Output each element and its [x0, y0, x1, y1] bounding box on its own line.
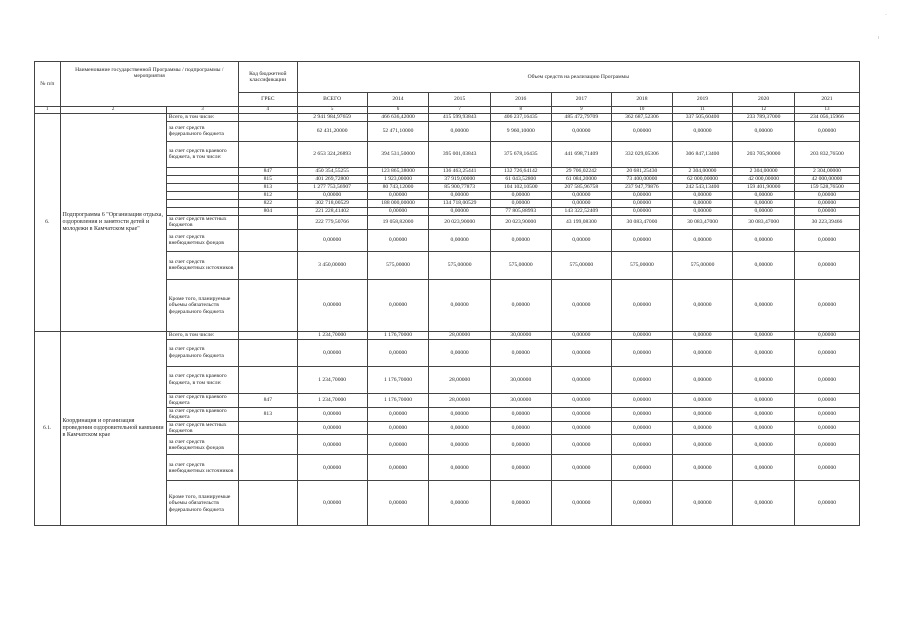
column-number: 11	[672, 107, 733, 114]
row-label: за счет средств внебюджетных источников	[166, 251, 238, 279]
value-cell: 0,00000	[733, 455, 795, 481]
value-cell: 0,00000	[612, 455, 673, 481]
value-cell: 406 237,16435	[490, 114, 551, 121]
grbs-code	[239, 455, 297, 481]
value-cell: 221 228,41402	[297, 207, 367, 215]
header-year: 2015	[429, 93, 491, 107]
value-cell: 0,00000	[297, 455, 367, 481]
grbs-code	[239, 481, 297, 526]
value-cell: 0,00000	[367, 455, 429, 481]
value-cell: 0,00000	[429, 481, 491, 526]
value-cell: 30,00000	[490, 393, 551, 407]
value-cell: 234 056,15966	[794, 114, 859, 121]
value-cell: 0,00000	[297, 481, 367, 526]
value-cell: 575,00000	[551, 251, 612, 279]
value-cell: 2 304,00000	[672, 167, 733, 175]
grbs-code	[239, 121, 297, 141]
value-cell: 2 653 324,26893	[297, 141, 367, 167]
column-number: 5	[297, 107, 367, 114]
value-cell: 73 400,00000	[612, 175, 673, 183]
header-volume: Объем средств на реализацию Программы	[297, 62, 859, 93]
column-number: 3	[166, 107, 238, 114]
value-cell: 0,00000	[367, 229, 429, 251]
value-cell: 0,00000	[672, 279, 733, 331]
value-cell: 0,00000	[429, 435, 491, 455]
row-label	[166, 207, 238, 215]
value-cell: 0,00000	[490, 199, 551, 207]
value-cell: 0,00000	[367, 421, 429, 435]
section-title: Подпрограмма 6 "Организация отдыха, оздоровления и занятости детей и молодежи в Камчатском крае"	[60, 114, 166, 331]
value-cell: 0,00000	[612, 407, 673, 421]
value-cell: 0,00000	[794, 435, 859, 455]
value-cell: 3 450,00000	[297, 251, 367, 279]
header-year: 2019	[672, 93, 733, 107]
value-cell: 0,00000	[794, 481, 859, 526]
value-cell: 0,00000	[490, 421, 551, 435]
value-cell: 222 779,50766	[297, 215, 367, 229]
value-cell: 62 000,00000	[672, 175, 733, 183]
value-cell: 29 706,02242	[551, 167, 612, 175]
grbs-code: 815	[239, 175, 297, 183]
row-label: за счет средств краевого бюджета, в том числе:	[166, 366, 238, 393]
value-cell: 188 000,00000	[367, 199, 429, 207]
value-cell: 136 463,25441	[429, 167, 491, 175]
header-num: № п/п	[35, 62, 61, 107]
value-cell: 28,00000	[429, 331, 491, 339]
value-cell: 0,00000	[612, 331, 673, 339]
value-cell: 30,00000	[490, 331, 551, 339]
value-cell: 0,00000	[733, 121, 795, 141]
value-cell: 0,00000	[794, 339, 859, 366]
value-cell: 159 528,76500	[794, 183, 859, 191]
row-label	[166, 191, 238, 199]
value-cell: 0,00000	[672, 366, 733, 393]
row-label: за счет средств краевого бюджета, в том числе:	[166, 141, 238, 167]
value-cell: 0,00000	[551, 481, 612, 526]
value-cell: 43 199,08300	[551, 215, 612, 229]
value-cell: 0,00000	[733, 366, 795, 393]
grbs-code	[239, 339, 297, 366]
value-cell: 450 354,55255	[297, 167, 367, 175]
grbs-code: 822	[239, 199, 297, 207]
grbs-code	[239, 435, 297, 455]
value-cell: 0,00000	[612, 393, 673, 407]
value-cell: 0,00000	[297, 229, 367, 251]
value-cell: 0,00000	[794, 331, 859, 339]
value-cell: 1 176,70000	[367, 393, 429, 407]
value-cell: 1 234,70000	[297, 393, 367, 407]
value-cell: 575,00000	[612, 251, 673, 279]
value-cell: 0,00000	[672, 435, 733, 455]
grbs-code	[239, 279, 297, 331]
value-cell: 0,00000	[551, 366, 612, 393]
value-cell: 0,00000	[612, 339, 673, 366]
value-cell: 2 941 984,97659	[297, 114, 367, 121]
value-cell: 0,00000	[612, 366, 673, 393]
value-cell: 0,00000	[672, 121, 733, 141]
row-label: за счет средств местных бюджетов	[166, 421, 238, 435]
value-cell: 28,00000	[429, 366, 491, 393]
table-row	[35, 114, 860, 121]
value-cell: 0,00000	[490, 407, 551, 421]
value-cell: 575,00000	[672, 251, 733, 279]
value-cell: 575,00000	[367, 251, 429, 279]
value-cell: 1 234,70000	[297, 366, 367, 393]
value-cell: 0,00000	[733, 331, 795, 339]
value-cell: 0,00000	[733, 421, 795, 435]
value-cell: 0,00000	[794, 366, 859, 393]
value-cell: 28,00000	[429, 393, 491, 407]
value-cell: 306 847,13400	[672, 141, 733, 167]
row-label: за счет средств федерального бюджета	[166, 339, 238, 366]
value-cell: 62 431,20000	[297, 121, 367, 141]
section-number: 6.	[35, 114, 61, 331]
value-cell: 0,00000	[672, 229, 733, 251]
value-cell: 0,00000	[733, 229, 795, 251]
value-cell: 0,00000	[367, 279, 429, 331]
value-cell: 61 043,52800	[490, 175, 551, 183]
value-cell: 375 678,16435	[490, 141, 551, 167]
value-cell: 0,00000	[733, 279, 795, 331]
value-cell: 0,00000	[794, 421, 859, 435]
grbs-code	[239, 421, 297, 435]
budget-table	[34, 61, 860, 526]
value-cell: 0,00000	[429, 229, 491, 251]
grbs-code	[239, 114, 297, 121]
value-cell: 30 223,39466	[794, 215, 859, 229]
value-cell: 0,00000	[794, 121, 859, 141]
value-cell: 0,00000	[367, 435, 429, 455]
value-cell: 0,00000	[612, 435, 673, 455]
value-cell: 0,00000	[297, 279, 367, 331]
value-cell: 0,00000	[672, 455, 733, 481]
column-number: 9	[551, 107, 612, 114]
value-cell: 0,00000	[612, 481, 673, 526]
value-cell: 0,00000	[672, 407, 733, 421]
value-cell: 0,00000	[794, 393, 859, 407]
value-cell: 1 176,70000	[367, 331, 429, 339]
value-cell: 30 083,47000	[672, 215, 733, 229]
value-cell: 203 705,90000	[733, 141, 795, 167]
grbs-code: 847	[239, 167, 297, 175]
value-cell: 0,00000	[672, 421, 733, 435]
row-label: за счет средств внебюджетных фондов	[166, 435, 238, 455]
grbs-code: 813	[239, 407, 297, 421]
value-cell: 575,00000	[490, 251, 551, 279]
value-cell: 19 058,82000	[367, 215, 429, 229]
value-cell: 0,00000	[429, 455, 491, 481]
value-cell: 61 084,20000	[551, 175, 612, 183]
value-cell: 0,00000	[794, 191, 859, 199]
column-number: 6	[367, 107, 429, 114]
row-label	[166, 167, 238, 175]
value-cell: 0,00000	[733, 435, 795, 455]
scan-mark: ı	[878, 35, 880, 41]
value-cell: 159 401,90000	[733, 183, 795, 191]
value-cell: 0,00000	[612, 191, 673, 199]
value-cell: 233 789,37000	[733, 114, 795, 121]
value-cell: 0,00000	[672, 199, 733, 207]
value-cell: 0,00000	[297, 435, 367, 455]
header-name: Наименование государственной Программы / подпрограммы / мероприятия	[60, 62, 239, 107]
row-label: Всего, в том числе:	[166, 114, 238, 121]
grbs-code: 847	[239, 393, 297, 407]
value-cell: 203 832,76500	[794, 141, 859, 167]
value-cell: 0,00000	[733, 407, 795, 421]
header-year: 2014	[367, 93, 429, 107]
value-cell: 0,00000	[612, 199, 673, 207]
value-cell: 0,00000	[367, 407, 429, 421]
value-cell: 0,00000	[551, 435, 612, 455]
value-cell: 1 176,70000	[367, 366, 429, 393]
value-cell: 0,00000	[297, 339, 367, 366]
value-cell: 0,00000	[733, 207, 795, 215]
grbs-code: 813	[239, 183, 297, 191]
value-cell: 30,00000	[490, 366, 551, 393]
grbs-code: 812	[239, 191, 297, 199]
value-cell: 0,00000	[429, 279, 491, 331]
value-cell: 0,00000	[551, 339, 612, 366]
value-cell: 143 322,52409	[551, 207, 612, 215]
value-cell: 0,00000	[490, 455, 551, 481]
column-number: 8	[490, 107, 551, 114]
value-cell: 0,00000	[490, 191, 551, 199]
value-cell: 2 304,00000	[733, 167, 795, 175]
value-cell: 0,00000	[551, 407, 612, 421]
value-cell: 0,00000	[551, 455, 612, 481]
value-cell: 0,00000	[794, 455, 859, 481]
value-cell: 42 000,00000	[794, 175, 859, 183]
value-cell: 441 698,71409	[551, 141, 612, 167]
value-cell: 2 304,00000	[794, 167, 859, 175]
value-cell: 0,00000	[367, 481, 429, 526]
value-cell: 9 960,10000	[490, 121, 551, 141]
value-cell: 0,00000	[367, 339, 429, 366]
row-label	[166, 183, 238, 191]
value-cell: 0,00000	[429, 421, 491, 435]
value-cell: 0,00000	[612, 207, 673, 215]
column-number: 4	[239, 107, 297, 114]
row-label: Всего, в том числе:	[166, 331, 238, 339]
grbs-code	[239, 366, 297, 393]
table-row	[35, 331, 860, 339]
value-cell: 0,00000	[672, 481, 733, 526]
value-cell: 575,00000	[429, 251, 491, 279]
header-year: 2017	[551, 93, 612, 107]
value-cell: 20 681,25430	[612, 167, 673, 175]
value-cell: 0,00000	[733, 339, 795, 366]
value-cell: 0,00000	[612, 421, 673, 435]
value-cell: 242 543,13400	[672, 183, 733, 191]
header-grbs: ГРБС	[239, 93, 297, 107]
value-cell: 0,00000	[429, 191, 491, 199]
value-cell: 332 029,05306	[612, 141, 673, 167]
value-cell: 0,00000	[297, 407, 367, 421]
value-cell: 0,00000	[429, 407, 491, 421]
value-cell: 0,00000	[367, 191, 429, 199]
value-cell: 0,00000	[297, 421, 367, 435]
value-cell: 466 636,42000	[367, 114, 429, 121]
column-number: 13	[794, 107, 859, 114]
value-cell: 0,00000	[551, 199, 612, 207]
column-number: 10	[612, 107, 673, 114]
value-cell: 30 083,47000	[612, 215, 673, 229]
value-cell: 207 585,96758	[551, 183, 612, 191]
header-year: 2020	[733, 93, 795, 107]
grbs-code	[239, 229, 297, 251]
value-cell: 77 805,88993	[490, 207, 551, 215]
value-cell: 394 531,50000	[367, 141, 429, 167]
value-cell: 337 505,60400	[672, 114, 733, 121]
value-cell: 485 472,79709	[551, 114, 612, 121]
scan-mark: ·	[885, 12, 887, 18]
value-cell: 0,00000	[672, 331, 733, 339]
value-cell: 0,00000	[794, 251, 859, 279]
value-cell: 37 919,00000	[429, 175, 491, 183]
header-total: ВСЕГО	[297, 93, 367, 107]
value-cell: 0,00000	[612, 279, 673, 331]
value-cell: 123 865,38000	[367, 167, 429, 175]
column-number: 7	[429, 107, 491, 114]
value-cell: 0,00000	[733, 251, 795, 279]
grbs-code	[239, 215, 297, 229]
row-label: за счет средств краевого бюджета	[166, 393, 238, 407]
value-cell: 0,00000	[367, 207, 429, 215]
value-cell: 0,00000	[794, 279, 859, 331]
value-cell: 0,00000	[551, 393, 612, 407]
value-cell: 52 471,10000	[367, 121, 429, 141]
value-cell: 395 001,03843	[429, 141, 491, 167]
value-cell: 237 947,79876	[612, 183, 673, 191]
value-cell: 1 234,70000	[297, 331, 367, 339]
value-cell: 0,00000	[429, 339, 491, 366]
value-cell: 85 900,77873	[429, 183, 491, 191]
value-cell: 0,00000	[733, 393, 795, 407]
value-cell: 104 102,10500	[490, 183, 551, 191]
value-cell: 42 000,00000	[733, 175, 795, 183]
value-cell: 415 599,93843	[429, 114, 491, 121]
grbs-code	[239, 251, 297, 279]
row-label: за счет средств краевого бюджета	[166, 407, 238, 421]
value-cell: 302 718,00529	[297, 199, 367, 207]
section-number: 6.1.	[35, 331, 61, 526]
value-cell: 0,00000	[672, 339, 733, 366]
column-number: 1	[35, 107, 61, 114]
value-cell: 0,00000	[733, 199, 795, 207]
row-label	[166, 199, 238, 207]
value-cell: 30 083,47000	[733, 215, 795, 229]
value-cell: 401 269,72800	[297, 175, 367, 183]
row-label: за счет средств федерального бюджета	[166, 121, 238, 141]
value-cell: 0,00000	[733, 191, 795, 199]
value-cell: 0,00000	[612, 121, 673, 141]
value-cell: 0,00000	[551, 421, 612, 435]
value-cell: 0,00000	[297, 191, 367, 199]
value-cell: 20 023,90000	[429, 215, 491, 229]
value-cell: 0,00000	[672, 191, 733, 199]
value-cell: 80 743,12000	[367, 183, 429, 191]
grbs-code: 804	[239, 207, 297, 215]
value-cell: 0,00000	[429, 207, 491, 215]
value-cell: 0,00000	[794, 199, 859, 207]
value-cell: 0,00000	[551, 331, 612, 339]
value-cell: 0,00000	[794, 207, 859, 215]
value-cell: 0,00000	[490, 339, 551, 366]
row-label: за счет средств местных бюджетов	[166, 215, 238, 229]
value-cell: 0,00000	[551, 191, 612, 199]
header-year: 2018	[612, 93, 673, 107]
value-cell: 0,00000	[733, 481, 795, 526]
value-cell: 0,00000	[551, 121, 612, 141]
value-cell: 132 726,64142	[490, 167, 551, 175]
value-cell: 0,00000	[672, 207, 733, 215]
value-cell: 0,00000	[672, 393, 733, 407]
section-title: Координация и организация проведения оздоровительной кампании в Камчатском крае	[60, 331, 166, 526]
column-number: 12	[733, 107, 795, 114]
row-label: Кроме того, планируемые объемы обязательств федерального бюджета	[166, 279, 238, 331]
row-label: за счет средств внебюджетных фондов	[166, 229, 238, 251]
value-cell: 0,00000	[612, 229, 673, 251]
row-label: за счет средств внебюджетных источников	[166, 455, 238, 481]
row-label	[166, 175, 238, 183]
value-cell: 0,00000	[490, 481, 551, 526]
value-cell: 0,00000	[490, 279, 551, 331]
grbs-code	[239, 331, 297, 339]
value-cell: 0,00000	[794, 407, 859, 421]
budget-table-sheet	[34, 61, 860, 526]
value-cell: 0,00000	[429, 121, 491, 141]
value-cell: 20 023,90000	[490, 215, 551, 229]
value-cell: 0,00000	[490, 435, 551, 455]
value-cell: 0,00000	[490, 229, 551, 251]
row-label: Кроме того, планируемые объемы обязательств федерального бюджета	[166, 481, 238, 526]
column-number: 2	[60, 107, 166, 114]
value-cell: 1 277 753,56907	[297, 183, 367, 191]
value-cell: 0,00000	[794, 229, 859, 251]
value-cell: 1 923,00000	[367, 175, 429, 183]
value-cell: 0,00000	[551, 229, 612, 251]
value-cell: 362 687,52306	[612, 114, 673, 121]
header-kbk: Код бюджетной классификации	[239, 62, 297, 93]
header-year: 2021	[794, 93, 859, 107]
value-cell: 134 718,00529	[429, 199, 491, 207]
value-cell: 0,00000	[551, 279, 612, 331]
header-year: 2016	[490, 93, 551, 107]
grbs-code	[239, 141, 297, 167]
